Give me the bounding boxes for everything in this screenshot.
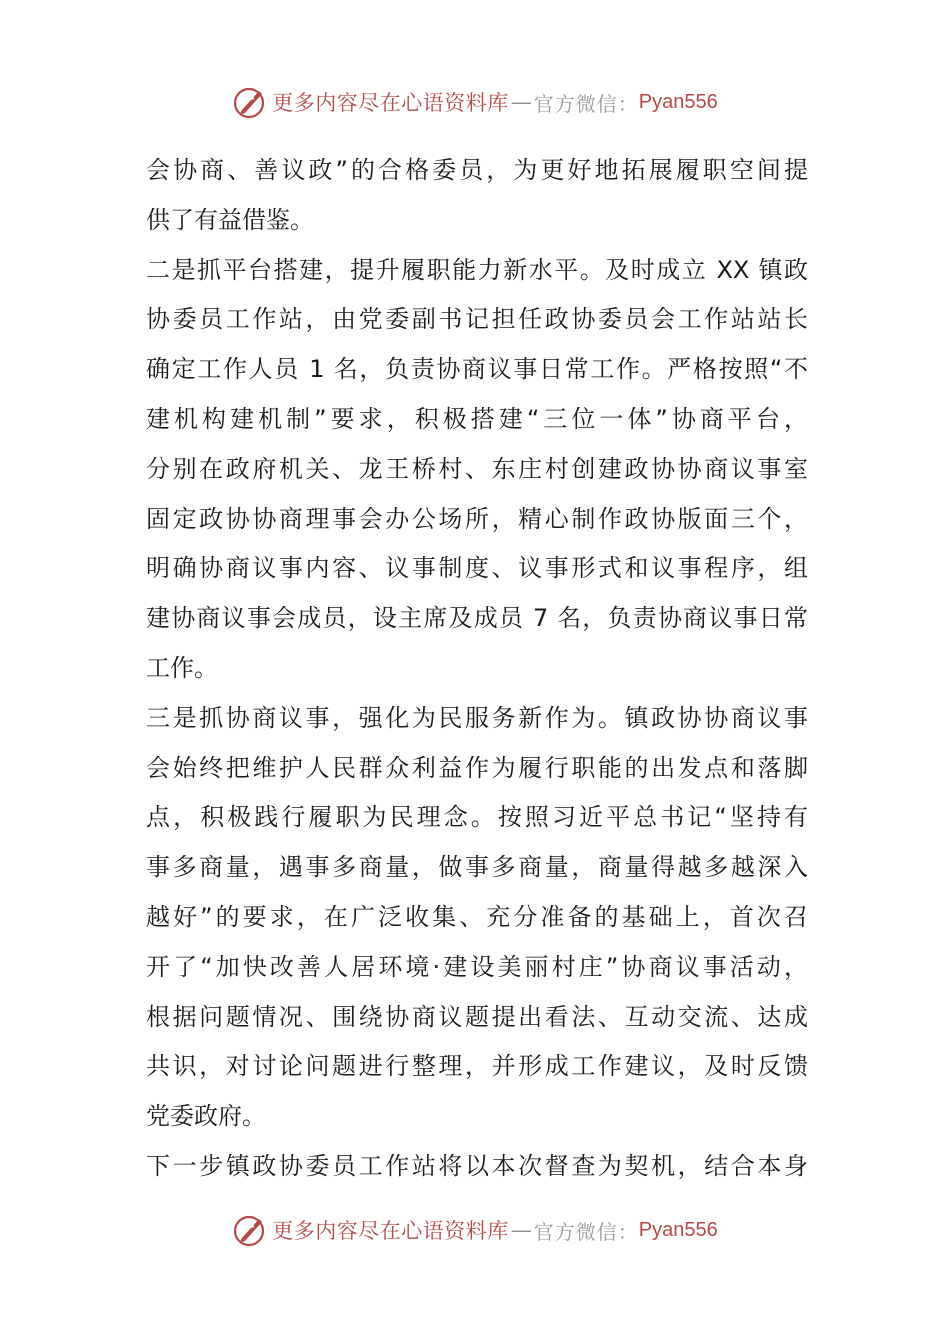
body-line: 开了“加快改善人居环境·建设美丽村庄”协商议事活动， (146, 952, 808, 981)
header-dash: — (510, 90, 532, 114)
body-line: 工作。 (146, 653, 218, 682)
body-line: 事多商量，遇事多商量，做事多商量，商量得越多越深入 (146, 853, 808, 882)
body-line: 下一步镇政协委员工作站将以本次督查为契机，结合本身 (146, 1151, 808, 1180)
body-line: 供了有益借鉴。 (146, 205, 314, 234)
footer-banner (0, 1208, 950, 1252)
footer-wechat-id: Pyan556 (638, 1218, 718, 1241)
body-line: 分别在政府机关、龙王桥村、东庄村创建政协协商议事室 (146, 454, 808, 483)
body-line: 越好”的要求，在广泛收集、充分准备的基础上，首次召 (146, 902, 808, 931)
body-line: 明确协商议事内容、议事制度、议事形式和议事程序，组 (146, 554, 808, 583)
body-line: 建机构建机制”要求，积极搭建“三位一体”协商平台， (146, 404, 808, 433)
header-wechat-id: Pyan556 (638, 90, 718, 113)
body-line: 会始终把维护人民群众利益作为履行职能的出发点和落脚 (146, 753, 808, 782)
body-line: 根据问题情况、围绕协商议题提出看法、互动交流、达成 (146, 1002, 808, 1031)
body-line: 共识，对讨论问题进行整理，并形成工作建议，及时反馈 (146, 1052, 808, 1081)
header-wechat-label: 官方微信： (533, 91, 639, 116)
body-line: 会协商、善议政”的合格委员，为更好地拓展履职空间提 (146, 156, 808, 184)
header-site-text: 更多内容尽在心语资料库 (272, 91, 509, 115)
body-line: 确定工作人员 1 名，负责协商议事日常工作。严格按照“不 (146, 355, 808, 384)
footer-site-text: 更多内容尽在心语资料库 (272, 1219, 509, 1243)
body-line: 协委员工作站，由党委副书记担任政协委员会工作站站长 (146, 305, 808, 334)
body-line: 固定政协协商理事会办公场所，精心制作政协版面三个， (146, 504, 808, 533)
body-text (146, 146, 808, 1192)
body-line: 党委政府。 (146, 1102, 266, 1131)
footer-wechat-label: 官方微信： (533, 1219, 639, 1244)
body-line: 三是抓协商议事，强化为民服务新作为。镇政协协商议事 (146, 703, 808, 732)
pen-circle-logo-icon (232, 1212, 268, 1248)
body-line: 建协商议事会成员，设主席及成员 7 名，负责协商议事日常 (146, 604, 808, 633)
header-banner (0, 80, 950, 124)
pen-circle-logo-icon (232, 84, 268, 120)
body-line: 点，积极践行履职为民理念。按照习近平总书记“坚持有 (146, 803, 808, 832)
footer-dash: — (510, 1218, 532, 1242)
body-line: 二是抓平台搭建，提升履职能力新水平。及时成立 XX 镇政 (146, 255, 808, 284)
